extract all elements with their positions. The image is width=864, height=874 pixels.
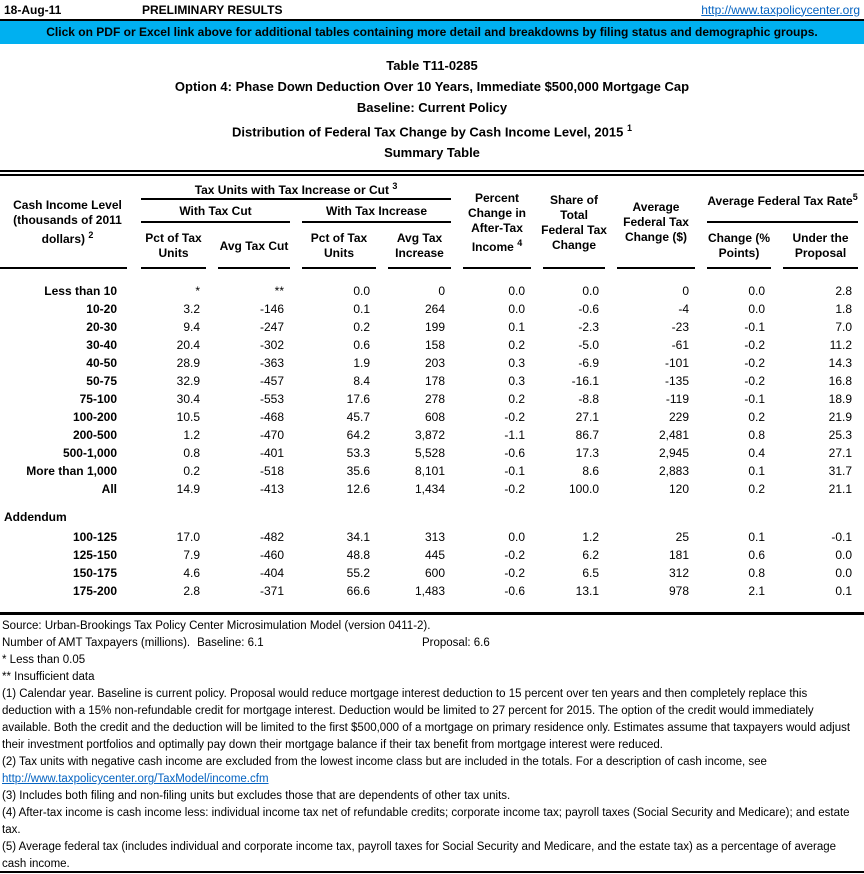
cell-value: 34.1 — [346, 530, 370, 545]
cell-value: 17.3 — [575, 446, 600, 461]
cell-value: -0.2 — [504, 410, 526, 425]
cell-value: 14.9 — [176, 482, 200, 497]
cell-value: 31.7 — [828, 464, 853, 479]
cell-value: 6.2 — [582, 548, 600, 563]
table-number-title: Table T11-0285 — [386, 58, 478, 73]
cell-value: 0.8 — [748, 566, 766, 581]
cell-value: -146 — [259, 302, 284, 317]
cell-value: 4.6 — [183, 566, 200, 581]
row-label: 75-100 — [79, 392, 117, 407]
footnote-3: (3) Includes both filing and non-filing units but excludes those that are dependents of other tax units. — [2, 790, 511, 803]
cell-value: 2.8 — [183, 584, 200, 599]
cell-value: 313 — [424, 530, 446, 545]
cell-value: -0.2 — [744, 356, 766, 371]
amt-taxpayers-note — [2, 635, 860, 652]
cell-value: 229 — [668, 410, 690, 425]
cell-value: -61 — [671, 338, 690, 353]
cell-value: 0.0 — [508, 302, 526, 317]
cell-value: 17.0 — [176, 530, 200, 545]
cell-value: -23 — [671, 320, 690, 335]
col-header-rate-under-proposal: Under the Proposal — [777, 223, 864, 269]
cell-value: -0.1 — [504, 464, 526, 479]
addendum-label-row — [0, 498, 864, 528]
footnote-ref-2: 2 — [88, 230, 94, 241]
cell-value: -0.2 — [744, 338, 766, 353]
cell-value: 12.6 — [346, 482, 370, 497]
cell-value: 9.4 — [183, 320, 200, 335]
cell-value: -0.2 — [504, 482, 526, 497]
cell-value: 0.1 — [748, 464, 766, 479]
cell-value: 8.4 — [353, 374, 370, 389]
footnote-1: (1) Calendar year. Baseline is current policy. Proposal would reduce mortgage interest deduction to 15 percent over ten years and then completely replace this deduction with a 15% non-refundable credit for mortgage interest. Deduction would be limited to 27 percent for 2015. The option of the credit would immediately available. Both the credit and the deduction will be limited to the first $500,000 of a mortgage on primary residence only. Estimates assume that taxpayers would adjust their investment portfolios and optimally pay down their mortgage balance if their tax benefit from mortgage interest were reduced. — [2, 688, 851, 752]
row-label: All — [101, 482, 117, 497]
cell-value: 0.0 — [748, 302, 766, 317]
cell-value: 278 — [424, 392, 446, 407]
cell-value: 0.6 — [748, 548, 766, 563]
table-header — [0, 173, 864, 269]
row-label: Less than 10 — [44, 284, 117, 299]
cell-value: 16.8 — [828, 374, 853, 389]
table-row — [0, 582, 864, 600]
cell-value: 6.5 — [582, 566, 600, 581]
cell-value: 25 — [675, 530, 690, 545]
star-note: * Less than 0.05 — [2, 654, 86, 667]
row-label: 200-500 — [72, 428, 117, 443]
cell-value: 0.2 — [353, 320, 370, 335]
cell-value: * — [195, 284, 200, 299]
cell-value: 0.2 — [183, 464, 200, 479]
row-label: 150-175 — [72, 566, 117, 581]
group-header-with-tax-increase: With Tax Increase — [296, 200, 457, 223]
cell-value: 20.4 — [176, 338, 200, 353]
footnote-5: (5) Average federal tax (includes individual and corporate income tax, payroll taxes for Social Security and Medicare, and the estate tax) as a percentage of average cash income. — [2, 841, 837, 871]
cell-value: 178 — [424, 374, 446, 389]
footnotes — [0, 615, 864, 873]
income-rows — [0, 269, 864, 498]
summary-table-title: Summary Table — [384, 145, 480, 161]
cell-value: 64.2 — [346, 428, 370, 443]
cell-value: -0.1 — [744, 392, 766, 407]
summary-table — [0, 170, 864, 600]
col-header-share-of-total-federal-tax-change: Share of Total Federal Tax Change — [537, 173, 611, 269]
cell-value: 0.0 — [508, 284, 526, 299]
amt-label: Number of AMT Taxpayers (millions). — [2, 637, 191, 650]
cell-value: 2,481 — [658, 428, 690, 443]
cell-value: 0.0 — [353, 284, 370, 299]
cell-value: -8.8 — [578, 392, 600, 407]
table-row — [0, 462, 864, 480]
cell-value: 264 — [424, 302, 446, 317]
table-row — [0, 444, 864, 462]
cell-value: -5.0 — [578, 338, 600, 353]
cell-value: -457 — [259, 374, 284, 389]
taxpolicycenter-url-link[interactable]: http://www.taxpolicycenter.org — [701, 2, 860, 17]
cell-value: 0.2 — [748, 410, 766, 425]
cell-value: 181 — [668, 548, 690, 563]
cell-value: -482 — [259, 530, 284, 545]
table-row — [0, 318, 864, 336]
row-label: 10-20 — [86, 302, 117, 317]
cell-value: -460 — [259, 548, 284, 563]
cell-value: -468 — [259, 410, 284, 425]
cell-value: 1,434 — [414, 482, 446, 497]
baseline-title: Baseline: Current Policy — [356, 100, 508, 115]
cell-value: 21.9 — [828, 410, 853, 425]
cell-value: 312 — [668, 566, 690, 581]
page-bottom-rule — [0, 871, 864, 873]
cell-value: 0.3 — [508, 374, 526, 389]
cell-value: 11.2 — [829, 338, 853, 353]
row-label: 20-30 — [86, 320, 117, 335]
table-row — [0, 300, 864, 318]
top-header-bar — [0, 0, 864, 21]
cell-value: 7.9 — [183, 548, 200, 563]
footnote-ref-5: 5 — [852, 192, 858, 203]
cell-value: ** — [274, 284, 284, 299]
cell-value: 25.3 — [828, 428, 853, 443]
row-label: 30-40 — [86, 338, 117, 353]
cell-value: 0.4 — [748, 446, 766, 461]
cell-value: 86.7 — [575, 428, 600, 443]
amt-baseline-value: Baseline: 6.1 — [197, 637, 264, 650]
cell-value: 158 — [424, 338, 446, 353]
cell-value: 10.5 — [176, 410, 200, 425]
cell-value: 14.3 — [828, 356, 853, 371]
row-label: 100-125 — [72, 530, 117, 545]
cell-value: 0.0 — [508, 530, 526, 545]
row-label: 40-50 — [86, 356, 117, 371]
cell-value: 1,483 — [414, 584, 446, 599]
cell-value: -101 — [664, 356, 690, 371]
cell-value: -135 — [664, 374, 690, 389]
table-row — [0, 390, 864, 408]
report-date: 18-Aug-11 — [4, 2, 62, 17]
cell-value: 21.1 — [828, 482, 853, 497]
col-header-avg-tax-increase: Avg Tax Increase — [382, 223, 457, 269]
table-row — [0, 269, 864, 300]
cell-value: 3.2 — [183, 302, 200, 317]
cell-value: 48.8 — [346, 548, 370, 563]
table-row — [0, 408, 864, 426]
cell-value: 66.6 — [346, 584, 370, 599]
row-label: 50-75 — [86, 374, 117, 389]
cell-value: 203 — [424, 356, 446, 371]
row-label: 100-200 — [72, 410, 117, 425]
cell-value: -247 — [259, 320, 284, 335]
cell-value: 0.6 — [353, 338, 370, 353]
cell-value: 8,101 — [414, 464, 446, 479]
row-label: 125-150 — [72, 548, 117, 563]
cell-value: 0.8 — [183, 446, 200, 461]
col-header-cash-income-level: Cash Income Level (thousands of 2011 dollars) $^2$ — [0, 173, 135, 269]
cell-value: 8.6 — [582, 464, 600, 479]
footnote-2: (2) Tax units with negative cash income are excluded from the lowest income class but are included in the totals. For a description of cash income, see — [2, 756, 767, 769]
cell-value: 27.1 — [828, 446, 853, 461]
cell-value: 0.0 — [582, 284, 600, 299]
cell-value: 35.6 — [346, 464, 370, 479]
distribution-title: Distribution of Federal Tax Change by Cash Income Level, 2015 $^1$ — [232, 123, 632, 140]
cell-value: -119 — [665, 392, 690, 407]
cell-value: 0.1 — [835, 584, 853, 599]
group-header-with-tax-cut: With Tax Cut — [135, 200, 296, 223]
table-row — [0, 354, 864, 372]
row-label: 175-200 — [72, 584, 117, 599]
group-header-average-federal-tax-rate: Average Federal Tax Rate$^5$ — [701, 173, 864, 223]
cell-value: 18.9 — [828, 392, 853, 407]
cell-value: 0.1 — [353, 302, 370, 317]
col-header-avg-tax-cut: Avg Tax Cut — [212, 223, 296, 269]
cell-value: -6.9 — [578, 356, 600, 371]
preliminary-status-label: PRELIMINARY RESULTS — [142, 2, 283, 17]
cell-value: 1.2 — [582, 530, 600, 545]
title-block — [0, 55, 864, 163]
cell-value: 0 — [438, 284, 446, 299]
cell-value: 978 — [668, 584, 690, 599]
cell-value: 27.1 — [575, 410, 600, 425]
cell-value: -470 — [259, 428, 284, 443]
cell-value: 120 — [668, 482, 690, 497]
doublestar-note: ** Insufficient data — [2, 671, 95, 684]
cell-value: 1.2 — [183, 428, 200, 443]
cell-value: 2.8 — [835, 284, 853, 299]
cell-value: -4 — [678, 302, 690, 317]
cell-value: 0.3 — [508, 356, 526, 371]
cell-value: 3,872 — [414, 428, 446, 443]
cell-value: 0.2 — [508, 392, 526, 407]
table-row — [0, 372, 864, 390]
cell-value: -404 — [259, 566, 284, 581]
cell-value: 608 — [424, 410, 446, 425]
table-row — [0, 426, 864, 444]
amt-proposal-value: Proposal: 6.6 — [422, 637, 490, 650]
cell-value: 0.1 — [508, 320, 526, 335]
table-row — [0, 336, 864, 354]
cell-value: -302 — [259, 338, 284, 353]
table-row — [0, 480, 864, 498]
cell-value: 0.1 — [748, 530, 766, 545]
cell-value: -518 — [259, 464, 284, 479]
addendum-label: Addendum — [4, 510, 67, 525]
footnote-ref-3: 3 — [392, 180, 398, 191]
cell-value: 1.8 — [835, 302, 853, 317]
cell-value: -0.1 — [744, 320, 766, 335]
cell-value: -0.2 — [504, 566, 526, 581]
income-definition-link[interactable]: http://www.taxpolicycenter.org/TaxModel/income.cfm — [2, 773, 269, 786]
cell-value: 0.0 — [835, 566, 853, 581]
cell-value: 17.6 — [346, 392, 370, 407]
col-header-rate-change-points: Change (% Points) — [701, 223, 777, 269]
row-label: More than 1,000 — [26, 464, 117, 479]
cell-value: 2,945 — [658, 446, 690, 461]
footnote-4: (4) After-tax income is cash income less: individual income tax net of refundable credits; corporate income tax; payroll taxes (Social Security and Medicare); and estate tax. — [2, 807, 850, 837]
cell-value: 53.3 — [346, 446, 370, 461]
cell-value: -16.1 — [571, 374, 600, 389]
cell-value: -401 — [259, 446, 284, 461]
cell-value: 2,883 — [658, 464, 690, 479]
cell-value: 199 — [424, 320, 446, 335]
row-label: 500-1,000 — [62, 446, 117, 461]
cell-value: 600 — [424, 566, 446, 581]
cell-value: -2.3 — [578, 320, 600, 335]
cell-value: 0.0 — [748, 284, 766, 299]
cell-value: 100.0 — [568, 482, 600, 497]
cell-value: -0.6 — [504, 584, 526, 599]
footnote-ref-4: 4 — [517, 237, 523, 248]
cell-value: 55.2 — [346, 566, 370, 581]
col-header-pct-tax-units-cut: Pct of Tax Units — [135, 223, 212, 269]
cell-value: 13.1 — [575, 584, 600, 599]
cell-value: 0.2 — [508, 338, 526, 353]
col-header-pct-change-after-tax-income: Percent Change in After-Tax Income $^4$ — [457, 173, 537, 269]
table-row — [0, 546, 864, 564]
cell-value: 30.4 — [176, 392, 200, 407]
cell-value: -1.1 — [504, 428, 526, 443]
cell-value: -363 — [259, 356, 284, 371]
cell-value: -0.6 — [578, 302, 600, 317]
cell-value: 2.1 — [748, 584, 766, 599]
group-header-tax-units-increase-or-cut: Tax Units with Tax Increase or Cut $^3$ — [135, 173, 457, 200]
table-row — [0, 528, 864, 546]
cell-value: 32.9 — [176, 374, 200, 389]
footnote-ref-1: 1 — [626, 123, 632, 133]
option-title: Option 4: Phase Down Deduction Over 10 Years, Immediate $500,000 Mortgage Cap — [174, 79, 690, 94]
cell-value: 0.8 — [748, 428, 766, 443]
cell-value: 0.0 — [835, 548, 853, 563]
cell-value: 7.0 — [835, 320, 853, 335]
cell-value: 0 — [682, 284, 690, 299]
cell-value: 0.2 — [748, 482, 766, 497]
cell-value: 5,528 — [414, 446, 446, 461]
cell-value: -553 — [259, 392, 284, 407]
cell-value: -0.1 — [831, 530, 853, 545]
cell-value: 1.9 — [353, 356, 370, 371]
cell-value: 28.9 — [176, 356, 200, 371]
cell-value: -0.2 — [504, 548, 526, 563]
cell-value: -413 — [259, 482, 284, 497]
cell-value: -0.2 — [744, 374, 766, 389]
table-row — [0, 564, 864, 582]
col-header-pct-tax-units-increase: Pct of Tax Units — [296, 223, 382, 269]
col-header-average-federal-tax-change: Average Federal Tax Change ($) — [611, 173, 701, 269]
cell-value: -0.6 — [504, 446, 526, 461]
cell-value: -371 — [259, 584, 284, 599]
source-note: Source: Urban-Brookings Tax Policy Center Microsimulation Model (version 0411-2). — [2, 620, 431, 633]
cell-value: 445 — [424, 548, 446, 563]
info-banner: Click on PDF or Excel link above for additional tables containing more detail and breakdowns by filing status and demographic groups. — [0, 21, 864, 44]
cell-value: 45.7 — [346, 410, 370, 425]
addendum-rows — [0, 498, 864, 600]
